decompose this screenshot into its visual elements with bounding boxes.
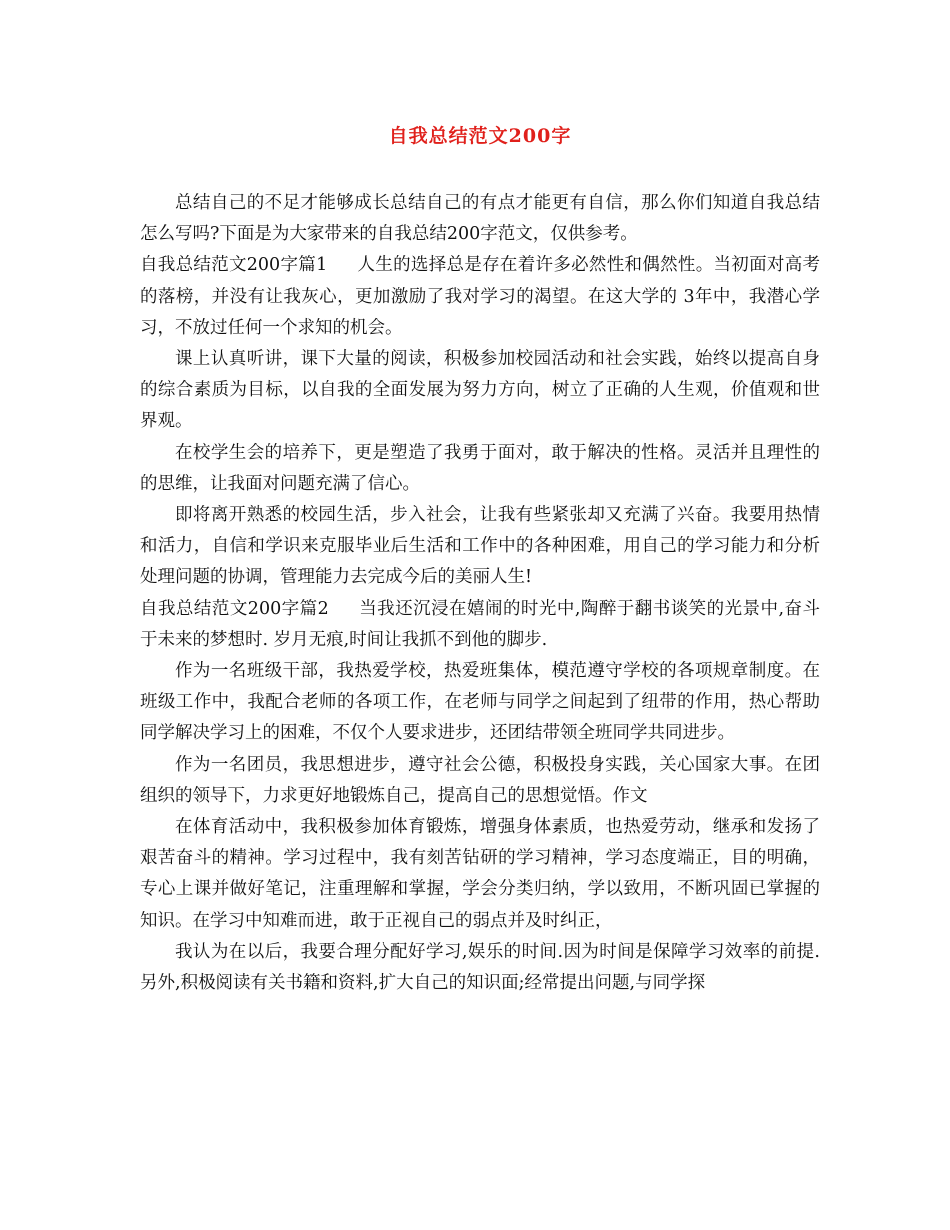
paragraph — [140, 344, 820, 438]
paragraph-section-1-start — [140, 250, 820, 344]
section-heading-1: 自我总结范文200字篇1 — [140, 255, 328, 276]
paragraph-text: 在体育活动中，我积极参加体育锻炼，增强身体素质，也热爱劳动，继承和发扬了艰苦奋斗的精神。学习过程中，我有刻苦钻研的学习精神，学习态度端正，目的明确，专心上课并做好笔记，注重理解和掌握，学会分类归纳，学以致用，不断巩固已掌握的知识。在学习中知难而进，敢于正视自己的弱点并及时纠正， — [140, 817, 820, 931]
paragraph — [140, 812, 820, 937]
paragraph — [140, 500, 820, 594]
paragraph-text: 我认为在以后，我要合理分配好学习,娱乐的时间.因为时间是保障学习效率的前提.另外,积极阅读有关书籍和资料,扩大自己的知识面;经常提出问题,与同学探 — [140, 941, 820, 994]
section-heading-2: 自我总结范文200字篇2 — [140, 598, 329, 619]
paragraph — [140, 750, 820, 812]
paragraph-text: 作为一名班级干部，我热爱学校，热爱班集体，模范遵守学校的各项规章制度。在班级工作中，我配合老师的各项工作，在老师与同学之间起到了纽带的作用，热心帮助同学解决学习上的困难，不仅个人要求进步，还团结带领全班同学共同进步。 — [140, 661, 820, 744]
paragraph-text: 课上认真听讲，课下大量的阅读，积极参加校园活动和社会实践，始终以提高自身的综合素质为目标，以自我的全面发展为努力方向，树立了正确的人生观，价值观和世界观。 — [140, 349, 820, 432]
paragraph-section-2-start — [140, 594, 820, 656]
paragraph-text: 在校学生会的培养下，更是塑造了我勇于面对，敢于解决的性格。灵活并且理性的的思维，让我面对问题充满了信心。 — [140, 442, 820, 494]
document-body — [140, 188, 820, 999]
paragraph-text: 当我还沉浸在嬉闹的时光中,陶醉于翻书谈笑的光景中,奋斗于未来的梦想时. 岁月无痕,时间让我抓不到他的脚步. — [140, 598, 820, 650]
paragraph-text: 人生的选择总是存在着许多必然性和偶然性。当初面对高考的落榜，并没有让我灰心，更加激励了我对学习的渴望。在这大学的 3年中，我潜心学习，不放过任何一个求知的机会。 — [140, 255, 820, 338]
paragraph-text: 总结自己的不足才能够成长总结自己的有点才能更有自信，那么你们知道自我总结怎么写吗?下面是为大家带来的自我总结200字范文，仅供参考。 — [140, 193, 820, 245]
paragraph — [140, 656, 820, 750]
paragraph-text: 即将离开熟悉的校园生活，步入社会，让我有些紧张却又充满了兴奋。我要用热情和活力，自信和学识来克服毕业后生活和工作中的各种困难，用自己的学习能力和分析处理问题的协调，管理能力去完成今后的美丽人生! — [140, 505, 820, 588]
paragraph-intro — [140, 188, 820, 250]
paragraph-text: 作为一名团员，我思想进步，遵守社会公德，积极投身实践，关心国家大事。在团组织的领导下，力求更好地锻炼自己，提高自己的思想觉悟。作文 — [140, 754, 820, 806]
paragraph — [140, 937, 820, 999]
document-title: 自我总结范文200字 — [388, 125, 572, 147]
paragraph — [140, 438, 820, 500]
